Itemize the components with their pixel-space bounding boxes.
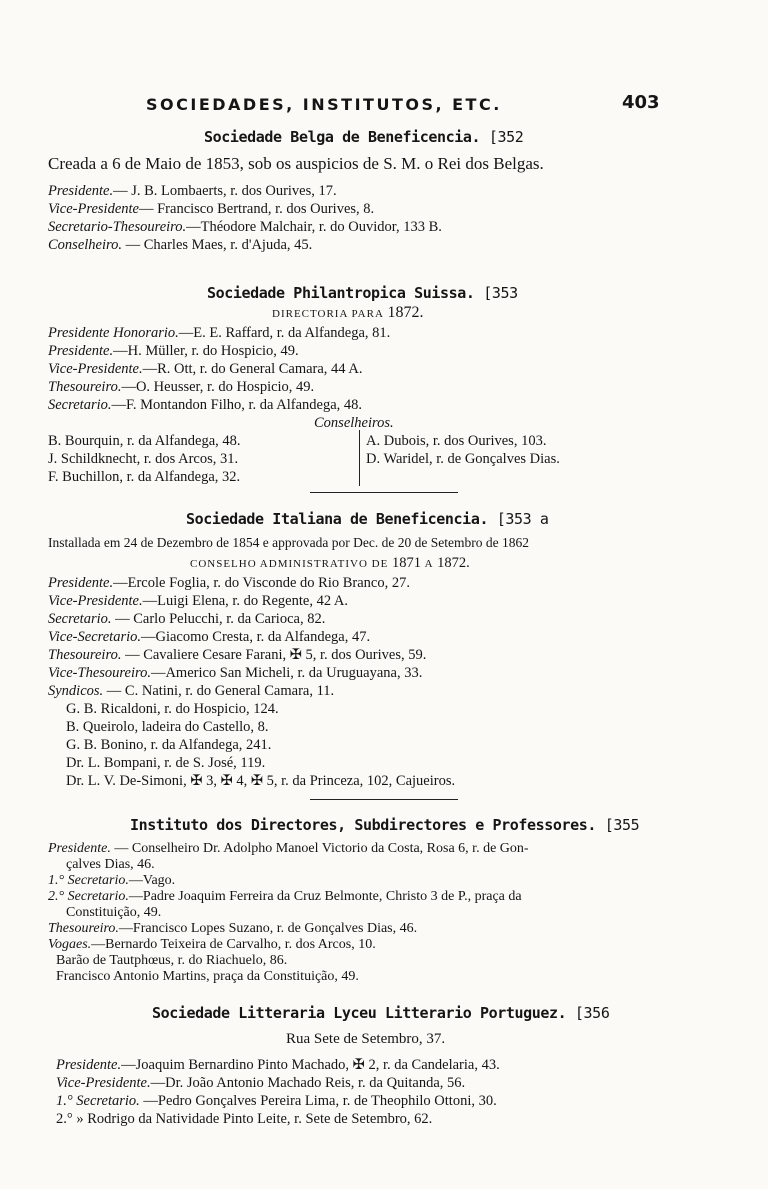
title-text: Sociedade Philantropica Suissa. [207, 284, 475, 302]
member-text: — Conselheiro Dr. Adolpho Manoel Victorio da Costa, Rosa 6, r. de Gon- [110, 841, 529, 856]
member-text: —Ercole Foglia, r. do Visconde do Rio Branco, 27. [113, 575, 410, 591]
role-label: Thesoureiro. [48, 647, 122, 663]
role-label: 2.° [56, 1111, 73, 1127]
member-row [56, 1092, 497, 1110]
role-label: Presidente. [56, 1057, 122, 1073]
role-label: Secretario. [48, 611, 112, 627]
member-text: —R. Ott, r. do General Camara, 44 A. [142, 361, 363, 377]
running-title: SOCIEDADES, INSTITUTOS, ETC. [146, 95, 502, 114]
member-row [48, 628, 370, 646]
continuation-line: çalves Dias, 46. [66, 857, 155, 872]
intro-text: Installada em 24 de Dezembro de 1854 e approvada por Dec. de 20 de Setembro de 1862 [48, 535, 529, 550]
continuation-line: Francisco Antonio Martins, praça da Constituição, 49. [56, 969, 359, 984]
member-row [56, 1056, 500, 1074]
role-label: Vice-Thesoureiro. [48, 665, 151, 681]
member-text: —O. Heusser, r. do Hospicio, 49. [121, 379, 315, 395]
column-divider [359, 430, 360, 486]
member-row [48, 218, 442, 236]
title-text: Sociedade Belga de Beneficencia. [204, 128, 481, 146]
role-label: 2.° Secretario. [48, 889, 129, 904]
subtitle-prefix: DIRECTORIA PARA [272, 308, 384, 320]
section-title-suissa [207, 284, 518, 302]
role-label: Secretario. [48, 397, 112, 413]
member-text: — C. Natini, r. do General Camara, 11. [103, 683, 335, 699]
member-row [56, 1074, 465, 1092]
member-row [48, 396, 362, 414]
member-text: —Théodore Malchair, r. do Ouvidor, 133 B. [186, 219, 442, 235]
role-label: Syndicos. [48, 683, 104, 699]
member-row [48, 360, 362, 378]
member-row [48, 378, 314, 396]
member-row [48, 682, 334, 700]
list-item: G. B. Bonino, r. da Alfandega, 241. [66, 737, 272, 753]
member-text: — J. B. Lombaerts, r. dos Ourives, 17. [113, 183, 337, 199]
role-label: Presidente. [48, 841, 111, 856]
intro-text [48, 154, 544, 174]
page-number: 403 [622, 92, 660, 113]
section-title-italiana [186, 510, 549, 528]
member-text: —Joaquim Bernardino Pinto Machado, ✠ 2, r. da Candelaria, 43. [121, 1057, 500, 1073]
member-text: —E. E. Raffard, r. da Alfandega, 81. [178, 325, 391, 341]
member-row [48, 592, 348, 610]
member-text: —Francisco Lopes Suzano, r. de Gonçalves Dias, 46. [118, 921, 418, 936]
member-text: —H. Müller, r. do Hospicio, 49. [113, 343, 299, 359]
member-text: —Dr. João Antonio Machado Reis, r. da Quitanda, 56. [150, 1075, 466, 1091]
member-text: — Carlo Pelucchi, r. da Carioca, 82. [111, 611, 326, 627]
subtitle [190, 554, 470, 573]
role-label: Presidente. [48, 575, 114, 591]
role-label: Vogaes. [48, 937, 92, 952]
list-item: Dr. L. V. De-Simoni, ✠ 3, ✠ 4, ✠ 5, r. da Princeza, 102, Cajueiros. [66, 773, 456, 789]
member-row [48, 182, 337, 200]
member-row [48, 574, 410, 592]
role-label: Vice-Presidente. [56, 1075, 151, 1091]
intro: Creada a 6 de Maio de 1853, sob os auspicios de S. M. o Rei dos Belgas. [48, 154, 544, 173]
section-number: [352 [488, 128, 524, 146]
member-text: —Vago. [128, 873, 176, 888]
member-row [48, 664, 422, 682]
section-divider [310, 492, 458, 493]
member-text: —Americo San Micheli, r. da Uruguayana, 33. [150, 665, 423, 681]
title-text: Sociedade Litteraria Lyceu Litterario Portuguez. [152, 1004, 567, 1022]
section-divider [310, 799, 458, 800]
subtitle-year: 1871 [391, 555, 421, 571]
title-text: Instituto dos Directores, Subdirectores e Professores. [130, 816, 597, 834]
subtitle [272, 304, 424, 323]
role-label: Secretario-Thesoureiro. [48, 219, 187, 235]
member-text: —Pedro Gonçalves Pereira Lima, r. de Theophilo Ottoni, 30. [139, 1093, 497, 1109]
conselheiros-label: Conselheiros. [314, 415, 394, 431]
member-text: —Giacomo Cresta, r. da Alfandega, 47. [141, 629, 371, 645]
role-label: 1.° Secretario. [56, 1093, 140, 1109]
role-label: Conselheiro. [48, 237, 122, 253]
continuation-line: Constituição, 49. [66, 905, 162, 920]
subtitle-part: CONSELHO ADMINISTRATIVO DE [190, 558, 389, 570]
list-item: J. Schildknecht, r. dos Arcos, 31. [48, 451, 239, 467]
role-label: Presidente Honorario. [48, 325, 179, 341]
list-item: A. Dubois, r. dos Ourives, 103. [366, 433, 547, 449]
continuation-line: Barão de Tautphœus, r. do Riachuelo, 86. [56, 953, 288, 968]
member-row [48, 324, 390, 342]
member-text: —Bernardo Teixeira de Carvalho, r. dos Arcos, 10. [91, 937, 376, 952]
list-item: B. Bourquin, r. da Alfandega, 48. [48, 433, 241, 449]
member-text: — Cavaliere Cesare Farani, ✠ 5, r. dos Ourives, 59. [121, 647, 427, 663]
subtitle-part: A [424, 558, 434, 570]
role-label: Presidente. [48, 183, 114, 199]
role-label: Vice-Presidente. [48, 361, 143, 377]
member-row [48, 200, 374, 218]
member-row [56, 1110, 432, 1128]
role-label: 1.° Secretario. [48, 873, 129, 888]
section-title-lyceu [152, 1004, 609, 1022]
member-row [48, 342, 299, 360]
section-title-instituto [130, 816, 639, 834]
address: Rua Sete de Setembro, 37. [286, 1031, 446, 1047]
subtitle-year: 1872. [437, 555, 470, 571]
member-text: —Padre Joaquim Ferreira da Cruz Belmonte, Christo 3 de P., praça da [128, 889, 522, 904]
list-item: F. Buchillon, r. da Alfandega, 32. [48, 469, 241, 485]
role-label: Vice-Secretario. [48, 629, 141, 645]
member-text: —F. Montandon Filho, r. da Alfandega, 48. [111, 397, 363, 413]
role-label: Thesoureiro. [48, 921, 119, 936]
member-row [48, 610, 325, 628]
member-text: » Rodrigo da Natividade Pinto Leite, r. Sete de Setembro, 62. [76, 1111, 433, 1127]
section-title-belga [204, 128, 523, 146]
list-item: Dr. L. Bompani, r. de S. José, 119. [66, 755, 266, 771]
section-number: [355 [604, 816, 640, 834]
member-row [48, 646, 426, 664]
member-text: — Charles Maes, r. d'Ajuda, 45. [121, 237, 313, 253]
section-number: [356 [574, 1004, 610, 1022]
list-item: G. B. Ricaldoni, r. do Hospicio, 124. [66, 701, 279, 717]
role-label: Thesoureiro. [48, 379, 122, 395]
member-text: — Francisco Bertrand, r. dos Ourives, 8. [138, 201, 375, 217]
title-text: Sociedade Italiana de Beneficencia. [186, 510, 489, 528]
role-label: Presidente. [48, 343, 114, 359]
subtitle-year: 1872. [387, 304, 424, 321]
member-row [48, 236, 312, 254]
member-text: —Luigi Elena, r. do Regente, 42 A. [142, 593, 348, 609]
role-label: Vice-Presidente. [48, 593, 143, 609]
list-item: B. Queirolo, ladeira do Castello, 8. [66, 719, 269, 735]
role-label: Vice-Presidente [48, 201, 139, 217]
section-number: [353 a [496, 510, 549, 528]
section-number: [353 [483, 284, 518, 302]
list-item: D. Waridel, r. de Gonçalves Dias. [366, 451, 560, 467]
